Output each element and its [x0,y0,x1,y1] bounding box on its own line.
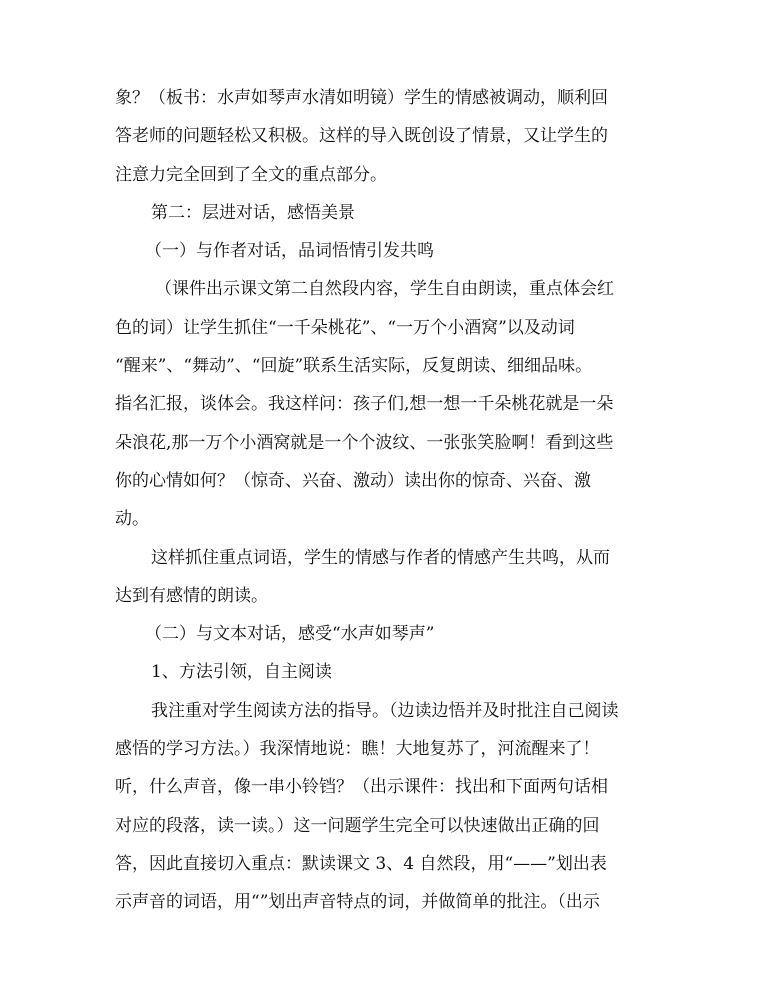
paragraph-line: 对应的段落，读一读。）这一问题学生完全可以快速做出正确的回 [115,815,600,836]
subsection-heading: （一）与作者对话，品词悟情引发共鸣 [145,241,434,262]
paragraph-line: （课件出示课文第二自然段内容，学生自由朗读，重点体会红 [155,279,614,300]
paragraph-line: 注意力完全回到了全文的重点部分。 [115,164,387,185]
paragraph-line: 色的词）让学生抓住“一千朵桃花”、“一万个小酒窝”以及动词 [115,317,575,338]
document-body [115,88,660,931]
paragraph-line: 我注重对学生阅读方法的指导。（边读边悟并及时批注自己阅读 [151,700,619,721]
section-heading: 第二：层进对话，感悟美景 [151,202,355,223]
subsection-heading: 1、方法引领，自主阅读 [151,662,332,683]
paragraph-line: 象？（板书：水声如琴声水清如明镜）学生的情感被调动，顺利回 [115,88,608,108]
paragraph-line: “醒来”、“舞动”、“回旋”联系生活实际，反复朗读、细细品味。 [115,356,593,377]
paragraph-line: 这样抓住重点词语，学生的情感与作者的情感产生共鸣，从而 [151,547,610,568]
paragraph-line: 达到有感情的朗读。 [115,585,268,606]
paragraph-line: 指名汇报，谈体会。我这样问：孩子们,想一想一千朵桃花就是一朵 [115,394,614,415]
paragraph-line: 动。 [115,509,149,530]
paragraph-line: 朵浪花,那一万个小酒窝就是一个个波纹、一张张笑脸啊！看到这些 [115,432,614,453]
paragraph-line: 示声音的词语，用“”划出声音特点的词，并做简单的批注。（出示 [115,892,600,913]
paragraph-line: 你的心情如何？（惊奇、兴奋、激动）读出你的惊奇、兴奋、激 [115,470,591,491]
paragraph-line: 感悟的学习方法。）我深情地说：瞧！大地复苏了，河流醒来了！ [115,739,600,760]
paragraph-line: 听，什么声音，像一串小铃铛？（出示课件：找出和下面两句话相 [115,777,608,798]
paragraph-line: 答老师的问题轻松又积极。这样的导入既创设了情景，又让学生的 [115,126,608,147]
subsection-heading: （二）与文本对话，感受“水声如琴声” [145,624,435,645]
paragraph-line: 答，因此直接切入重点：默读课文 3、4 自然段，用“——”划出表 [115,853,607,874]
